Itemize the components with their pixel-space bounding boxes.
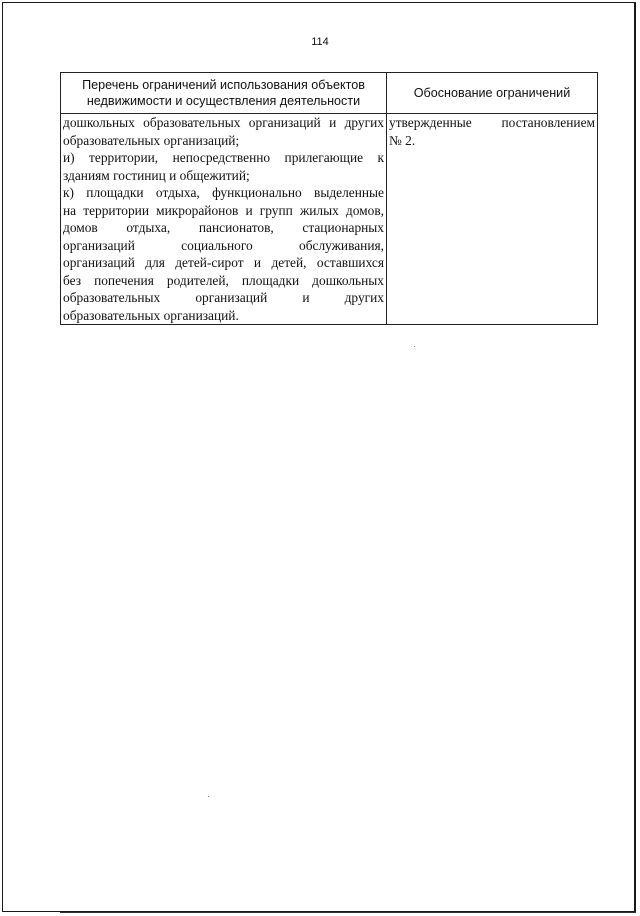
text-line: образовательных организаций; [63, 132, 240, 148]
text-line: домов отдыха, пансионатов, стационарных [63, 220, 384, 235]
text-line: организаций социального обслуживания, [63, 237, 384, 253]
text-line: дошкольных образовательных организаций и других [63, 115, 384, 130]
table-row [61, 114, 598, 325]
header-restrictions-basis: Обоснование ограничений [387, 73, 598, 114]
text-line: на территории микрорайонов и групп жилых домов, [63, 202, 384, 218]
text-line: образовательных организаций. [63, 307, 239, 323]
scan-speck [208, 796, 209, 797]
text-line: к) площадки отдыха, функционально выделенные [63, 185, 384, 200]
text-line: без попечения родителей, площадки дошкольных [63, 272, 384, 288]
text-line: зданиям гостиниц и общежитий; [63, 167, 250, 183]
restrictions-basis-cell [387, 114, 598, 325]
text-line: и) территории, непосредственно прилегающие к [63, 150, 384, 165]
page-number: 114 [311, 36, 329, 48]
table-header-row [61, 73, 598, 114]
restrictions-list-cell [61, 114, 387, 325]
text-line: № 2. [389, 132, 416, 148]
scan-edge-line [60, 912, 636, 913]
text-line: образовательных организаций и других [63, 290, 384, 305]
restrictions-table [60, 72, 598, 325]
text-line: организаций для детей-сирот и детей, оставшихся [63, 255, 384, 270]
text-line: утвержденные постановлением [389, 115, 595, 130]
scan-speck [414, 346, 415, 347]
header-restrictions-list: Перечень ограничений использования объектов недвижимости и осуществления деятельности [61, 73, 387, 114]
